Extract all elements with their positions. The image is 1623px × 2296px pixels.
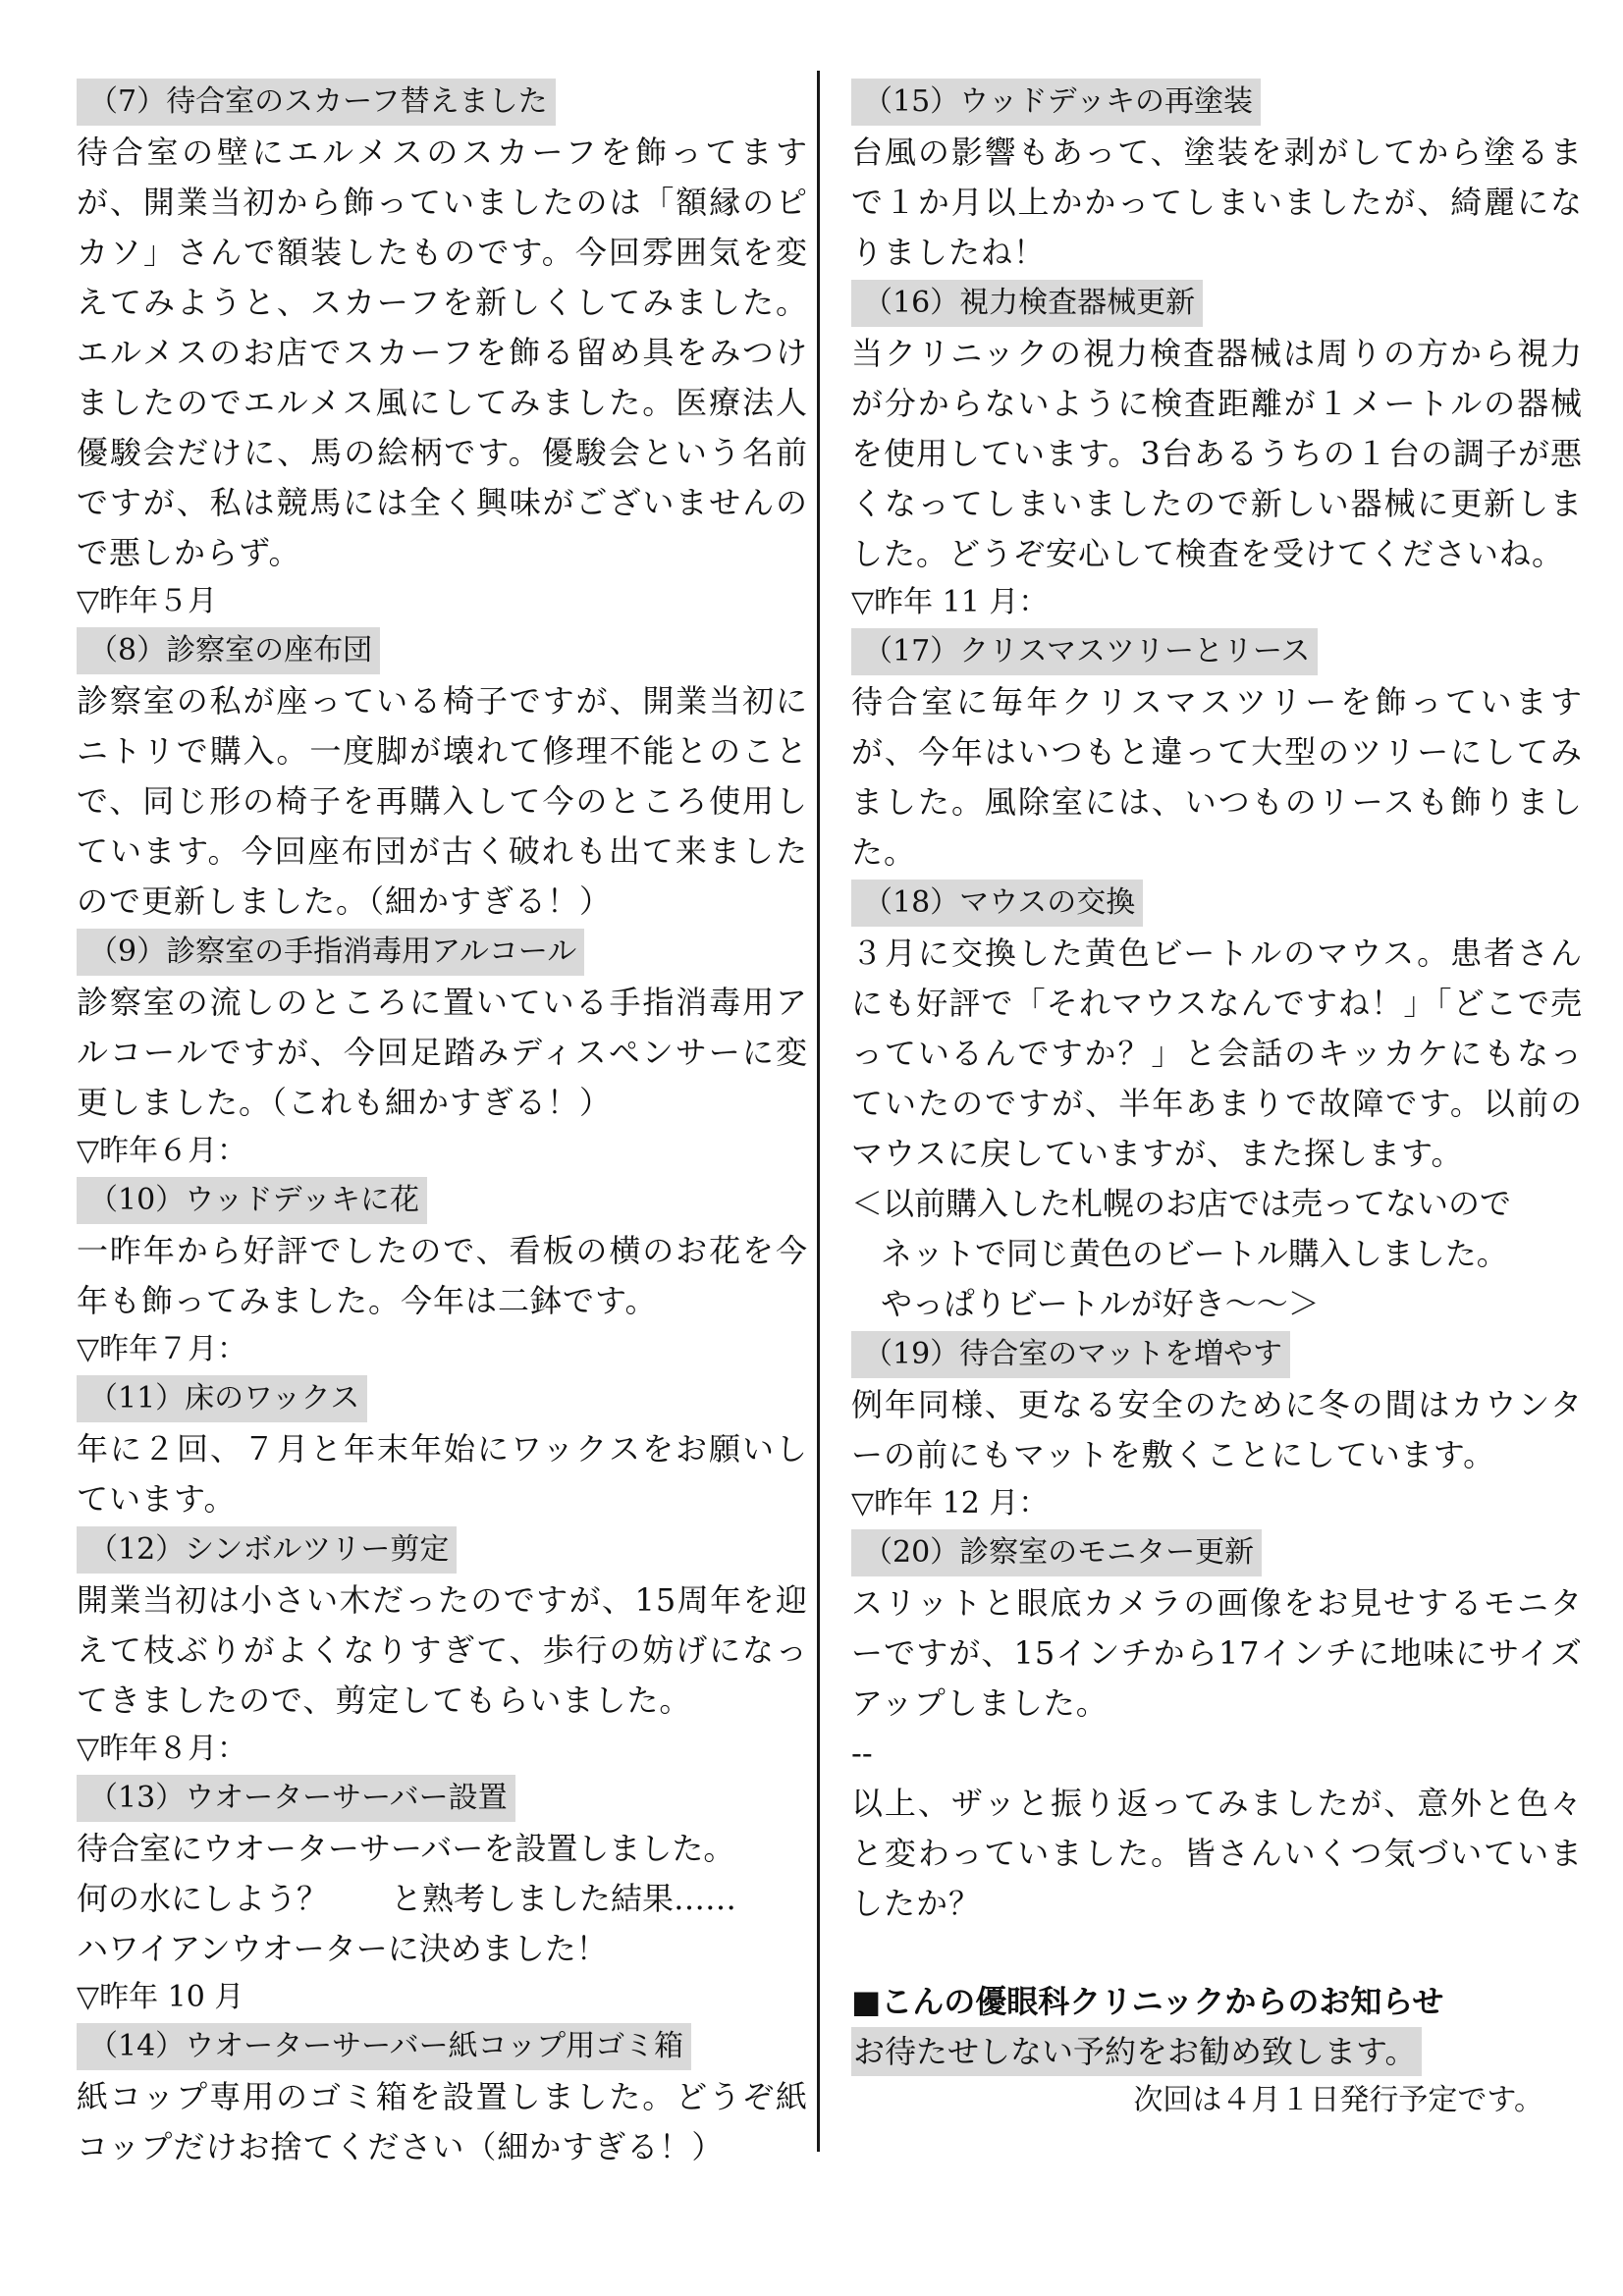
section-heading: （16）視力検査器械更新: [851, 280, 1203, 327]
section-heading-row: [77, 625, 808, 676]
paragraph: スリットと眼底カメラの画像をお見せするモニターですが、15インチから17インチに地味にサイズアップしました。: [851, 1584, 1583, 1722]
month-marker: ▽昨年 12 月：: [851, 1486, 1049, 1521]
text-line: ネットで同じ黄色のビートル購入しました。: [881, 1235, 1508, 1272]
paragraph: 年に２回、７月と年末年始にワックスをお願いしています。: [77, 1430, 808, 1518]
section-heading: （8）診察室の座布団: [77, 627, 380, 674]
left-column: [77, 77, 808, 2172]
month-marker: ▽昨年５月: [77, 584, 218, 618]
section-heading: （7）待合室のスカーフ替えました: [77, 79, 556, 126]
section-heading-row: [77, 2021, 808, 2072]
section-heading-row: [851, 1527, 1583, 1578]
month-marker: ▽昨年６月：: [77, 1134, 247, 1168]
section-heading: （18）マウスの交換: [851, 880, 1143, 927]
section-heading: （19）待合室のマットを増やす: [851, 1331, 1290, 1378]
section-heading: （15）ウッドデッキの再塗装: [851, 79, 1261, 126]
notice-highlight: お待たせしない予約をお勧め致します。: [851, 2027, 1422, 2076]
right-column: [851, 77, 1583, 2125]
section-heading: （17）クリスマスツリーとリース: [851, 628, 1318, 675]
section-heading: （13）ウオーターサーバー設置: [77, 1775, 515, 1822]
section-heading: （9）診察室の手指消毒用アルコール: [77, 929, 584, 976]
paragraph: 開業当初は小さい木だったのですが、15周年を迎えて枝ぶりがよくなりすぎて、歩行の妨げになってきましたので、剪定してもらいました。: [77, 1581, 808, 1719]
paragraph: 診察室の流しのところに置いている手指消毒用アルコールですが、今回足踏みディスペンサーに変更しました。（これも細かすぎる！）: [77, 984, 808, 1121]
month-marker: ▽昨年８月：: [77, 1732, 247, 1766]
section-heading: （11）床のワックス: [77, 1375, 367, 1422]
paragraph: 診察室の私が座っている椅子ですが、開業当初にニトリで購入。一度脚が壊れて修理不能とのことで、同じ形の椅子を再購入して今のところ使用しています。今回座布団が古く破れも出て来ましたので更新しました。（細かすぎる！）: [77, 682, 808, 920]
spacer: [851, 1929, 1583, 1976]
paragraph: 台風の影響もあって、塗装を剥がしてから塗るまで１か月以上かかってしまいましたが、綺麗になりましたね！: [851, 133, 1583, 271]
section-heading-row: [851, 1329, 1583, 1380]
section-heading: （12）シンボルツリー剪定: [77, 1526, 457, 1574]
text-line: 待合室にウオーターサーバーを設置しました。: [77, 1830, 735, 1867]
month-marker: ▽昨年 10 月: [77, 1980, 244, 2014]
text-line: ハワイアンウオーターに決めました！: [77, 1930, 608, 1967]
paragraph: 一昨年から好評でしたので、看板の横のお花を今年も飾ってみました。今年は二鉢です。: [77, 1232, 808, 1319]
text-line: --: [851, 1735, 873, 1772]
paragraph: 待合室に毎年クリスマスツリーを飾っていますが、今年はいつもと違って大型のツリーにしてみました。風除室には、いつものリースも飾りました。: [851, 683, 1583, 871]
paragraph: 待合室の壁にエルメスのスカーフを飾ってますが、開業当初から飾っていましたのは「額縁のピカソ」さんで額装したものです。今回雰囲気を変えてみようと、スカーフを新しくしてみました。エルメスのお店でスカーフを飾る留め具をみつけましたのでエルメス風にしてみました。医療法人優駿会だけに、馬の絵柄です。優駿会という名前ですが、私は競馬には全く興味がございませんので悪しからず。: [77, 133, 808, 571]
section-heading-row: [77, 1373, 808, 1424]
paragraph: 紙コップ専用のゴミ箱を設置しました。どうぞ紙コップだけお捨てください（細かすぎる！）: [77, 2078, 808, 2165]
month-marker: ▽昨年７月：: [77, 1332, 247, 1366]
section-heading: （20）診察室のモニター更新: [851, 1529, 1262, 1576]
section-heading-row: [851, 878, 1583, 929]
column-divider: [817, 71, 820, 2152]
section-heading-row: [851, 77, 1583, 128]
next-issue-note: 次回は４月１日発行予定です。: [1133, 2083, 1543, 2117]
section-heading-row: [851, 626, 1583, 677]
section-heading-row: [77, 1175, 808, 1226]
section-heading-row: [851, 278, 1583, 329]
paragraph: 例年同様、更なる安全のために冬の間はカウンターの前にもマットを敷くことにしています。: [851, 1386, 1583, 1473]
section-heading-row: [77, 927, 808, 978]
paragraph: ３月に交換した黄色ビートルのマウス。患者さんにも好評で「それマウスなんですね！」「どこで売っているんですか？」と会話のキッカケにもなっていたのですが、半年あまりで故障です。以前のマウスに戻していますが、また探します。: [851, 934, 1583, 1172]
notice-highlight-row: [851, 2027, 1583, 2076]
paragraph: 当クリニックの視力検査器械は周りの方から視力が分からないように検査距離が１メートルの器械を使用しています。3台あるうちの１台の調子が悪くなってしまいましたので新しい器械に更新しました。どうぞ安心して検査を受けてくださいね。: [851, 335, 1583, 572]
text-line: ＜以前購入した札幌のお店では売ってないので: [851, 1185, 1512, 1222]
section-heading-row: [77, 1524, 808, 1575]
paragraph: 以上、ザッと振り返ってみましたが、意外と色々と変わっていました。皆さんいくつ気づいていましたか？: [851, 1785, 1583, 1922]
section-heading-row: [77, 77, 808, 128]
month-marker: ▽昨年 11 月：: [851, 585, 1049, 619]
notice-title: ■こんの優眼科クリニックからのお知らせ: [851, 1983, 1444, 2020]
section-heading: （14）ウオーターサーバー紙コップ用ゴミ箱: [77, 2023, 691, 2070]
section-heading-row: [77, 1773, 808, 1824]
text-line: やっぱりビートルが好き～～＞: [881, 1285, 1320, 1322]
section-heading: （10）ウッドデッキに花: [77, 1177, 427, 1224]
text-line: 何の水にしよう？ と熟考しました結果……: [77, 1880, 737, 1917]
